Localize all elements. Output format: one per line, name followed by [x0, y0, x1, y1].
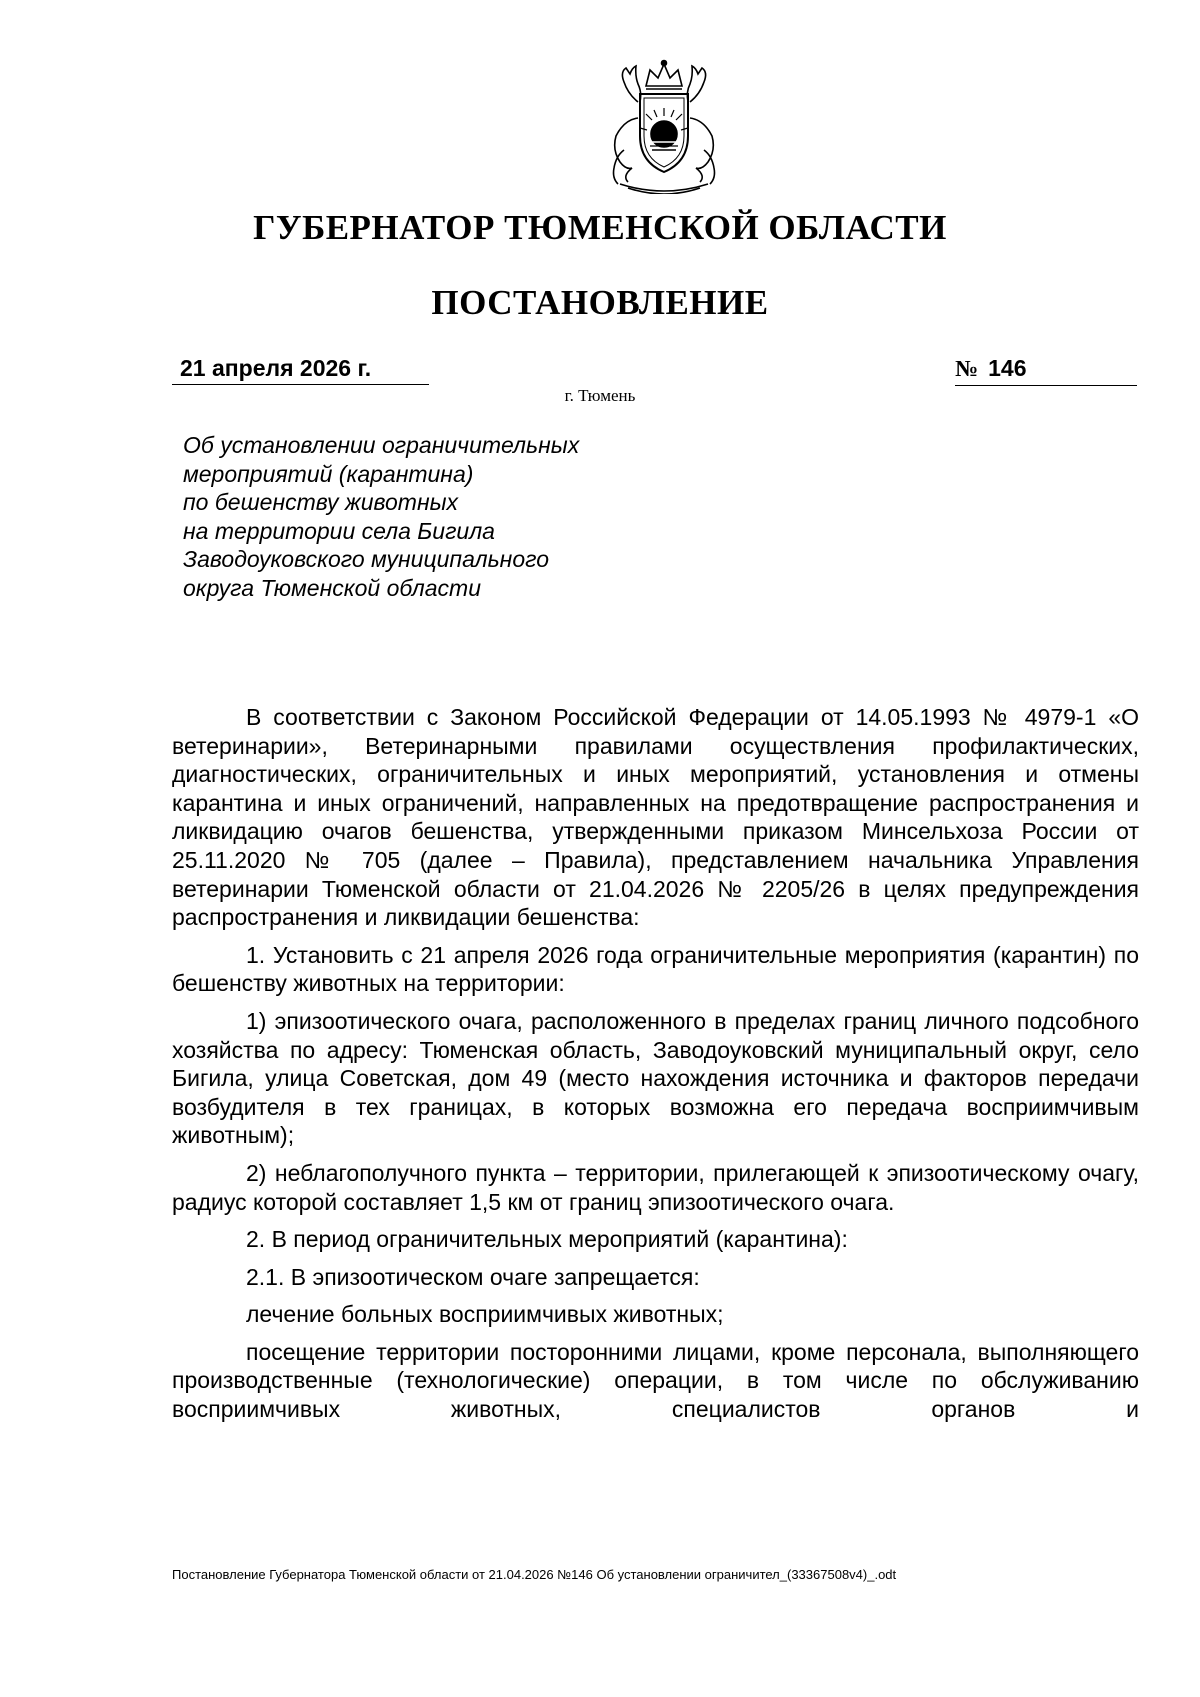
- document-date: 21 апреля 2026 г.: [172, 354, 429, 385]
- city-name: г. Тюмень: [564, 386, 636, 405]
- subject-line: округа Тюменской области: [183, 574, 482, 601]
- document-body: [172, 703, 1139, 1433]
- page-footer: Постановление Губернатора Тюменской области от 21.04.2026 №146 Об установлении ограничител_(33367508v4)_.odt: [172, 1567, 897, 1582]
- number-sign: №: [955, 356, 979, 381]
- body-paragraph: лечение больных восприимчивых животных;: [246, 1301, 724, 1328]
- subject-line: Заводоуковского муниципального: [183, 546, 549, 573]
- document-subject: [183, 431, 743, 603]
- body-paragraph: В соответствии с Законом Российской Федерации от 14.05.1993 № 4979-1 «О ветеринарии», Ветеринарными правилами осуществления профилактических, диагностических, ограничительных и иных мероприятий, установления и отмены карантина и иных ограничений, направленных на предотвращение распространения и ликвидацию очагов бешенства, утвержденными приказом Минсельхоза России от 25.11.2020 № 705 (далее – Правила), представлением начальника Управления ветеринарии Тюменской области от 21.04.2026 № 2205/26 в целях предупреждения распространения и ликвидации бешенства:: [172, 704, 1139, 931]
- body-paragraph: 1) эпизоотического очага, расположенного в пределах границ личного подсобного хозяйства по адресу: Тюменская область, Заводоуковский муниципальный округ, село Бигила, улица Советская, дом 49 (место нахождения источника и факторов передачи возбудителя в тех границах, в которых возможна его передача восприимчивым животным);: [172, 1007, 1139, 1149]
- body-paragraph: 1. Установить с 21 апреля 2026 года ограничительные мероприятия (карантин) по бешенству животных на территории:: [172, 941, 1139, 997]
- subject-line: мероприятий (карантина): [183, 460, 474, 487]
- body-paragraph: 2.1. В эпизоотическом очаге запрещается:: [246, 1263, 700, 1290]
- coat-of-arms-emblem: [602, 58, 727, 194]
- document-number: 146: [988, 355, 1027, 381]
- body-paragraph: посещение территории посторонними лицами, кроме персонала, выполняющего производственные (технологические) операции, в том числе по обслуживанию восприимчивых животных, специалистов органов и: [172, 1338, 1139, 1423]
- subject-line: Об установлении ограничительных: [183, 432, 580, 458]
- document-type: ПОСТАНОВЛЕНИЕ: [431, 283, 769, 322]
- body-paragraph: 2. В период ограничительных мероприятий (карантина):: [246, 1226, 848, 1253]
- organization-title: ГУБЕРНАТОР ТЮМЕНСКОЙ ОБЛАСТИ: [253, 208, 947, 247]
- subject-line: на территории села Бигила: [183, 517, 495, 544]
- document-number-field: [955, 354, 1137, 386]
- body-paragraph: 2) неблагополучного пункта – территории, прилегающей к эпизоотическому очагу, радиус которой составляет 1,5 км от границ эпизоотического очага.: [172, 1159, 1139, 1215]
- subject-line: по бешенству животных: [183, 489, 459, 516]
